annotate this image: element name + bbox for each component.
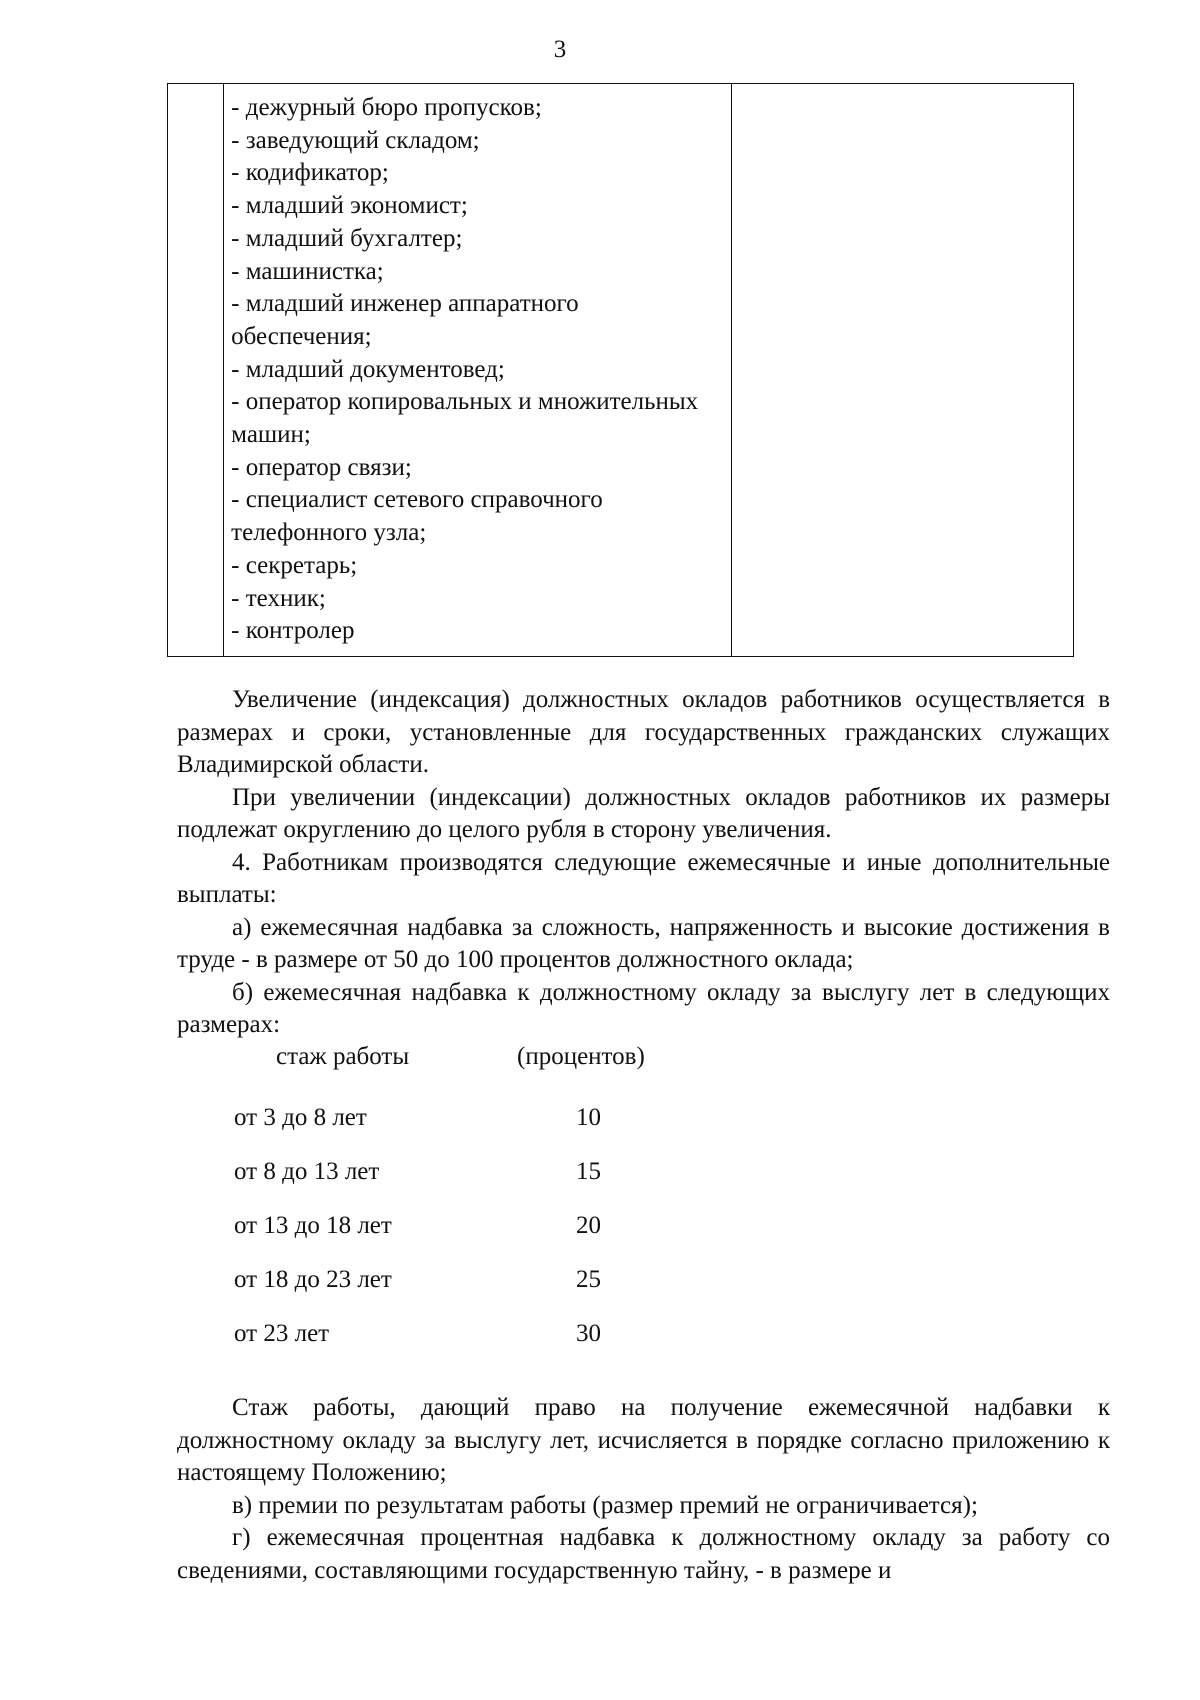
positions-table (167, 83, 1074, 657)
list-item: - машинистка; (231, 257, 384, 285)
list-item: - заведующий складом; (231, 126, 480, 154)
position-list (224, 84, 731, 656)
list-item: - дежурный бюро пропусков; (231, 94, 542, 121)
seniority-table (234, 1043, 734, 1374)
paragraph: в) премии по результатам работы (размер премий не ограничивается); (232, 1491, 978, 1519)
list-item: - секретарь; (231, 551, 358, 579)
seniority-header-percent: (процентов) (517, 1043, 645, 1070)
paragraph: а) ежемесячная надбавка за сложность, напряженность и высокие достижения в труде - в размере от 50 до 100 процентов должностного оклада; (177, 913, 1110, 973)
seniority-header-years: стаж работы (276, 1043, 410, 1070)
table-row (234, 1212, 734, 1266)
seniority-period: от 18 до 23 лет (234, 1266, 392, 1293)
seniority-percent: 15 (576, 1158, 601, 1185)
paragraph: Увеличение (индексация) должностных окладов работников осуществляется в размерах и сроки, установленные для государственных гражданских служащих Владимирской области. (177, 686, 1110, 778)
seniority-percent: 25 (576, 1266, 601, 1293)
seniority-period: от 8 до 13 лет (234, 1158, 380, 1185)
list-item: - кодификатор; (231, 159, 389, 187)
text-block-before (177, 684, 1110, 1042)
empty-cell (731, 84, 1073, 657)
paragraph: 4. Работникам производятся следующие ежемесячные и иные дополнительные выплаты: (177, 848, 1110, 908)
table-row (234, 1104, 734, 1158)
seniority-period: от 3 до 8 лет (234, 1104, 367, 1131)
list-item: - младший инженер аппаратного обеспечения; (231, 290, 579, 350)
seniority-percent: 10 (576, 1104, 601, 1131)
list-item: - специалист сетевого справочного телефонного узла; (231, 486, 603, 547)
list-item: - контролер (231, 617, 355, 645)
table-row (234, 1158, 734, 1212)
paragraph: б) ежемесячная надбавка к должностному окладу за выслугу лет в следующих размерах: (177, 978, 1110, 1038)
seniority-header-row (234, 1043, 734, 1104)
list-item: - оператор связи; (231, 453, 412, 481)
paragraph: г) ежемесячная процентная надбавка к должностному окладу за работу со сведениями, составляющими государственную тайну, - в размере и (177, 1524, 1110, 1584)
seniority-percent: 30 (576, 1320, 601, 1347)
list-item: - младший бухгалтер; (231, 224, 463, 252)
table-row (234, 1266, 734, 1320)
positions-cell (224, 84, 732, 657)
paragraph: При увеличении (индексации) должностных окладов работников их размеры подлежат округлению до целого рубля в сторону увеличения. (177, 783, 1110, 843)
seniority-percent: 20 (576, 1212, 601, 1239)
list-item: - техник; (231, 584, 326, 612)
table-row (234, 1320, 734, 1374)
paragraph: Стаж работы, дающий право на получение ежемесячной надбавки к должностному окладу за выслугу лет, исчисляется в порядке согласно приложению к настоящему Положению; (177, 1394, 1110, 1486)
seniority-period: от 13 до 18 лет (234, 1212, 392, 1239)
list-item: - младший экономист; (231, 192, 468, 220)
list-item: - оператор копировальных и множительных машин; (231, 388, 699, 449)
number-cell (168, 84, 224, 657)
seniority-period: от 23 лет (234, 1320, 330, 1347)
list-item: - младший документовед; (231, 355, 505, 383)
table-row (168, 84, 1074, 657)
text-block-after (177, 1392, 1110, 1587)
page-number: 3 (553, 36, 567, 63)
